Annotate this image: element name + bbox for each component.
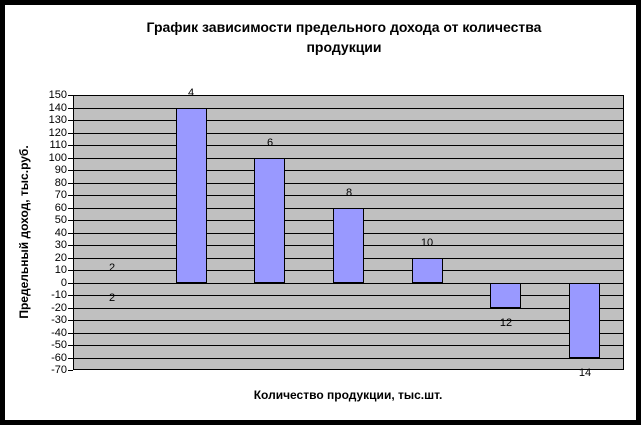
y-tick-label: -10 — [51, 289, 67, 301]
x-axis-title: Количество продукции, тыс.шт. — [253, 388, 443, 402]
y-axis-title: Предельный доход, тыс.руб. — [17, 145, 31, 319]
y-tick-mark — [68, 370, 73, 371]
bar — [412, 258, 443, 283]
gridline — [74, 358, 623, 359]
y-tick-mark — [68, 320, 73, 321]
bar-label: 2 — [108, 292, 116, 304]
y-tick-mark — [68, 358, 73, 359]
y-tick-label: 140 — [48, 102, 67, 114]
gridline — [74, 295, 623, 296]
bar — [176, 108, 207, 283]
y-tick-mark — [68, 245, 73, 246]
y-tick-mark — [68, 208, 73, 209]
y-tick-mark — [68, 283, 73, 284]
y-tick-label: 150 — [48, 89, 67, 101]
bar-label: 12 — [499, 317, 513, 329]
y-tick-label: -30 — [51, 314, 67, 326]
gridline — [74, 320, 623, 321]
y-tick-label: 40 — [54, 227, 67, 239]
y-tick-mark — [68, 308, 73, 309]
y-tick-mark — [68, 333, 73, 334]
y-tick-mark — [68, 170, 73, 171]
bar-label: 2 — [108, 262, 116, 274]
chart-title-line1: График зависимости предельного дохода от количества — [146, 19, 542, 35]
y-tick-label: 100 — [48, 152, 67, 164]
y-tick-mark — [68, 120, 73, 121]
bar-label: 14 — [578, 367, 592, 379]
y-tick-label: 20 — [54, 252, 67, 264]
y-tick-mark — [68, 108, 73, 109]
gridline — [74, 133, 623, 134]
y-tick-label: 0 — [60, 277, 67, 289]
gridline — [74, 283, 623, 284]
y-tick-label: -70 — [51, 364, 67, 376]
gridline — [74, 120, 623, 121]
y-tick-mark — [68, 220, 73, 221]
y-tick-label: 50 — [54, 214, 67, 226]
y-tick-mark — [68, 233, 73, 234]
y-tick-label: 130 — [48, 114, 67, 126]
y-tick-mark — [68, 195, 73, 196]
gridline — [74, 170, 623, 171]
y-tick-mark — [68, 145, 73, 146]
gridline — [74, 333, 623, 334]
y-tick-label: 120 — [48, 127, 67, 139]
y-tick-label: -40 — [51, 327, 67, 339]
bar-label: 4 — [187, 87, 195, 99]
y-tick-mark — [68, 158, 73, 159]
y-tick-label: 90 — [54, 164, 67, 176]
chart-title — [147, 17, 542, 57]
y-tick-mark — [68, 295, 73, 296]
gridline — [74, 108, 623, 109]
y-tick-mark — [68, 258, 73, 259]
y-tick-label: 30 — [54, 239, 67, 251]
bar-label: 6 — [266, 137, 274, 149]
y-tick-label: -20 — [51, 302, 67, 314]
bar-label: 10 — [420, 237, 434, 249]
bar — [254, 158, 285, 283]
gridline — [74, 308, 623, 309]
y-tick-label: 70 — [54, 189, 67, 201]
y-tick-label: 10 — [54, 264, 67, 276]
bar-label: 8 — [345, 187, 353, 199]
bar — [569, 283, 600, 358]
y-tick-label: 80 — [54, 177, 67, 189]
y-tick-label: 110 — [49, 139, 67, 151]
chart-title-line2: продукции — [306, 39, 382, 55]
y-tick-mark — [68, 95, 73, 96]
bar — [490, 283, 521, 308]
y-tick-mark — [68, 345, 73, 346]
gridline — [74, 345, 623, 346]
bar — [333, 208, 364, 283]
y-tick-label: -60 — [51, 352, 67, 364]
y-tick-mark — [68, 133, 73, 134]
y-tick-label: 60 — [54, 202, 67, 214]
y-tick-mark — [68, 183, 73, 184]
y-tick-mark — [68, 270, 73, 271]
gridline — [74, 183, 623, 184]
y-tick-label: -50 — [51, 339, 67, 351]
gridline — [74, 145, 623, 146]
gridline — [74, 158, 623, 159]
